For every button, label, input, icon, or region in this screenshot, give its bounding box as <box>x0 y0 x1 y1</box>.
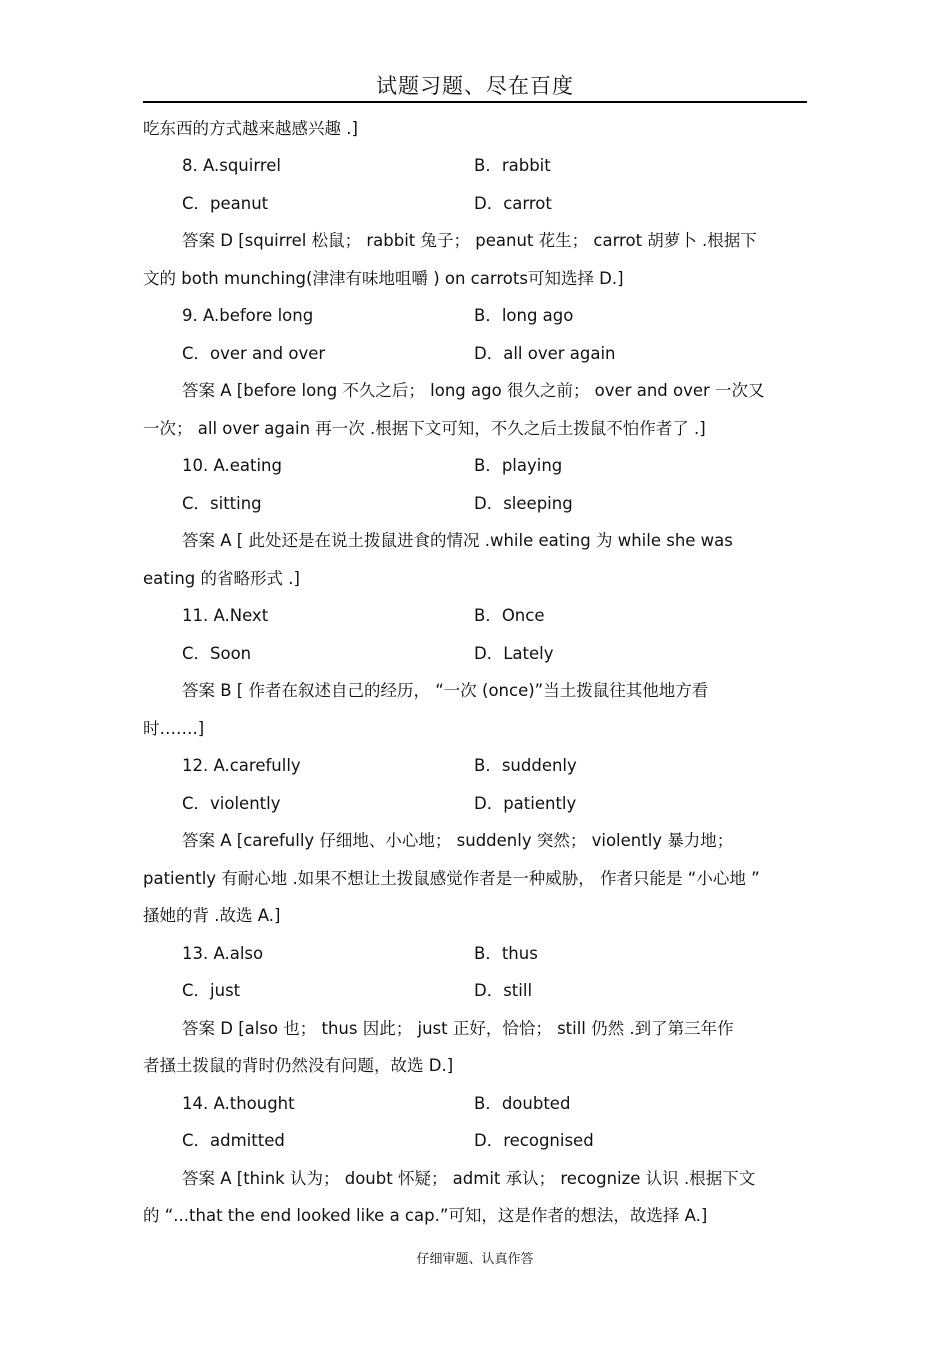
page-header-title: 试题习题、尽在百度 <box>376 74 574 98</box>
option-row <box>143 597 809 635</box>
option-row <box>143 485 809 523</box>
answer-explanation-line: 文的 both munching(津津有味地咀嚼 ) on carrots可知选择 D.] <box>143 268 624 288</box>
answer-explanation-line: 答案 D [squirrel 松鼠； rabbit 兔子； peanut 花生； carrot 胡萝卜 .根据下 <box>182 231 757 250</box>
option-c: C．peanut <box>182 193 269 213</box>
question-item <box>143 935 809 1085</box>
question-item <box>143 747 809 935</box>
option-row <box>143 335 809 373</box>
option-row <box>143 447 809 485</box>
page-footer: 仔细审题、认真作答 <box>416 1252 534 1267</box>
option-d: D．all over again <box>474 343 616 363</box>
option-a: 11. A.Next <box>182 606 269 625</box>
option-a: 10. A.eating <box>182 456 282 475</box>
answer-explanation-line: 者搔土拨鼠的背时仍然没有问题，故选 D.] <box>143 1056 454 1075</box>
answer-explanation-line: 答案 A [ 此处还是在说土拨鼠进食的情况 .while eating 为 while she was <box>182 531 733 550</box>
answer-explanation-line: 答案 B [ 作者在叙述自己的经历， “一次 (once)”当土拨鼠往其他地方看 <box>182 681 709 700</box>
option-a: 9. A.before long <box>182 306 314 325</box>
answer-explanation-line: 的 “...that the end looked like a cap.”可知，这是作者的想法，故选择 A.] <box>143 1206 708 1225</box>
option-b: B．Once <box>474 606 545 625</box>
option-row <box>143 972 809 1010</box>
option-b: B．doubted <box>474 1093 571 1113</box>
option-c: C．violently <box>182 793 281 813</box>
option-b: B．playing <box>474 456 563 475</box>
answer-explanation-line: eating 的省略形式 .] <box>143 568 300 588</box>
option-row <box>143 635 809 673</box>
option-a: 14. A.thought <box>182 1093 295 1113</box>
option-d: D．patiently <box>474 793 577 813</box>
answer-explanation-line: patiently 有耐心地 .如果不想让土拨鼠感觉作者是一种威胁， 作者只能是 “小心地 ” <box>143 868 760 888</box>
answer-explanation-line: 搔她的背 .故选 A.] <box>143 906 281 925</box>
answer-explanation-line: 一次； all over again 再一次 .根据下文可知，不久之后土拨鼠不怕作者了 .] <box>143 418 706 438</box>
option-d: D．recognised <box>474 1131 594 1150</box>
question-item <box>143 447 809 597</box>
option-c: C．just <box>182 981 241 1000</box>
option-d: D．Lately <box>474 643 554 663</box>
option-b: B．long ago <box>474 306 574 325</box>
option-row <box>143 1085 809 1123</box>
option-b: B．thus <box>474 943 538 963</box>
answer-explanation-line: 答案 A [before long 不久之后； long ago 很久之前； over and over 一次又 <box>182 381 765 400</box>
option-a: 8. A.squirrel <box>182 156 281 175</box>
question-item <box>143 147 809 297</box>
question-item <box>143 297 809 447</box>
option-d: D．still <box>474 981 533 1000</box>
option-b: B．suddenly <box>474 756 577 775</box>
option-a: 13. A.also <box>182 943 264 963</box>
option-c: C．Soon <box>182 643 252 663</box>
intro-line: 吃东西的方式越来越感兴趣 .] <box>143 119 358 138</box>
header-rule <box>143 101 807 103</box>
option-row <box>143 785 809 823</box>
answer-explanation-line: 答案 A [think 认为； doubt 怀疑； admit 承认； recognize 认识 .根据下文 <box>182 1168 756 1188</box>
answer-explanation-line: 时…….] <box>143 718 205 738</box>
answer-explanation-line: 答案 D [also 也； thus 因此； just 正好，恰恰； still 仍然 .到了第三年作 <box>182 1018 734 1038</box>
option-d: D．carrot <box>474 193 552 213</box>
option-b: B．rabbit <box>474 156 551 175</box>
option-c: C．admitted <box>182 1131 285 1150</box>
question-item <box>143 597 809 747</box>
question-list <box>143 147 809 1235</box>
option-row <box>143 297 809 335</box>
option-row <box>143 1122 809 1160</box>
document-body <box>143 111 809 1235</box>
option-c: C．over and over <box>182 343 326 363</box>
option-a: 12. A.carefully <box>182 756 301 775</box>
option-row <box>143 185 809 223</box>
option-row <box>143 935 809 973</box>
question-item <box>143 1085 809 1235</box>
option-d: D．sleeping <box>474 493 573 513</box>
answer-explanation-line: 答案 A [carefully 仔细地、小心地； suddenly 突然； violently 暴力地； <box>182 831 734 850</box>
option-row <box>143 747 809 785</box>
option-c: C．sitting <box>182 493 262 513</box>
option-row <box>143 147 809 185</box>
